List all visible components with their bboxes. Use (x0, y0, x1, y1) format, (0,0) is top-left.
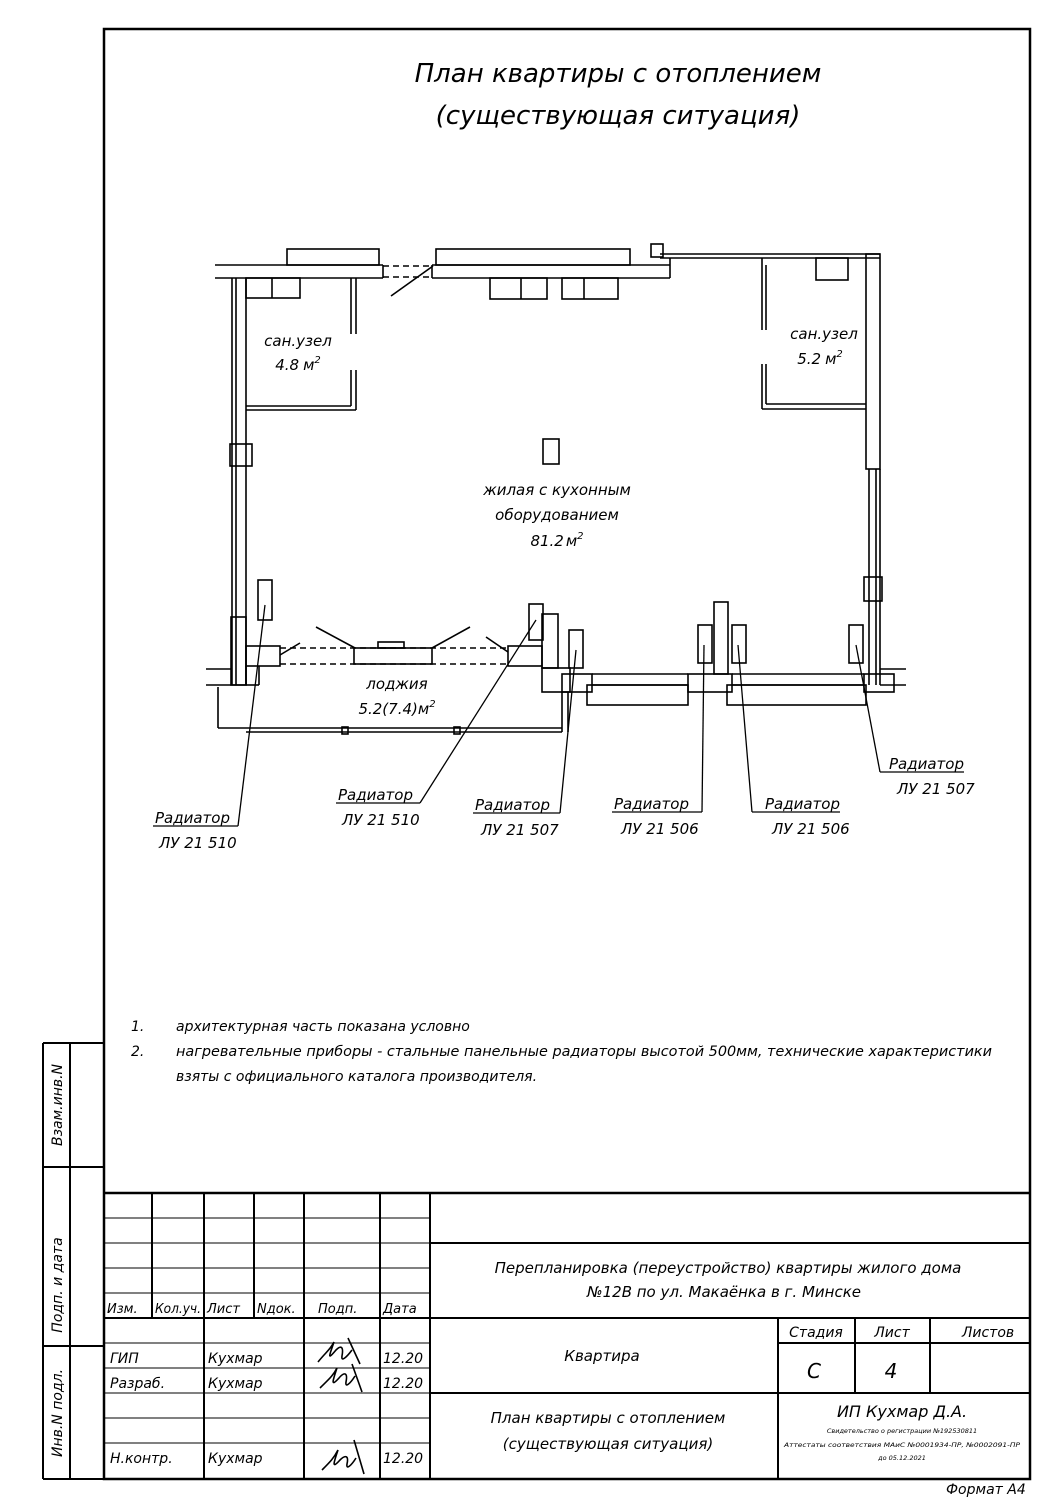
tb-stage-value: С (807, 1359, 821, 1383)
room-area-living: 81.2 $м^2$ (530, 531, 584, 550)
radiator-6 (849, 625, 863, 663)
tb-name-nkontr: Кухмар (208, 1451, 263, 1467)
tb-header-koluch: Кол.уч. (155, 1302, 201, 1317)
room-name-living-2: оборудованием (495, 506, 619, 524)
tb-date-gip: 12.20 (383, 1351, 424, 1367)
tb-role-gip: ГИП (110, 1351, 139, 1367)
radiator-model-4: ЛУ 21 506 (621, 820, 699, 838)
room-name-bathroom-1: сан.узел (264, 332, 332, 350)
room-area-loggia: $5.2(7.4)м^2$ (358, 699, 436, 718)
tb-org-line2: Аттестаты соответствия МАиС №0001934-ПР, №0002091-ПР (782, 1441, 1021, 1449)
radiator-label-1: Радиатор (155, 809, 230, 827)
format-label: Формат А4 (946, 1482, 1026, 1498)
radiator-4 (698, 625, 712, 663)
radiator-3 (569, 630, 583, 668)
radiator-model-3: ЛУ 21 507 (481, 821, 559, 839)
stamp-inv-podl: Инв.N подл. (50, 1368, 66, 1458)
radiator-labels (155, 755, 975, 852)
tb-stage-label: Стадия (789, 1325, 843, 1341)
note-2-number: 2. (131, 1044, 145, 1060)
room-area-bathroom-1: 4.8 $м^2$ (275, 355, 321, 374)
room-name-living: жилая с кухонным (483, 481, 631, 499)
tb-sheet-label: Лист (874, 1325, 910, 1341)
tb-header-izm: Изм. (107, 1302, 138, 1317)
radiator-model-1: ЛУ 21 510 (159, 834, 237, 852)
signatures (318, 1338, 364, 1474)
notes (131, 1019, 992, 1085)
tb-name-gip: Кухмар (208, 1351, 263, 1367)
radiators (258, 580, 863, 668)
tb-name-razrab: Кухмар (208, 1376, 263, 1392)
tb-sheet-title2: (существующая ситуация) (502, 1435, 714, 1453)
note-1-text: архитектурная часть показана условно (176, 1019, 470, 1035)
tb-date-razrab: 12.20 (383, 1376, 424, 1392)
tb-date-nkontr: 12.20 (383, 1451, 424, 1467)
stamp-vzam-inv: Взам.инв.N (50, 1063, 66, 1147)
tb-header-list: Лист (207, 1302, 240, 1317)
room-name-loggia: лоджия (366, 675, 428, 693)
tb-project-line1: Перепланировка (переустройство) квартиры жилого дома (494, 1259, 962, 1277)
tb-project-line2: №12В по ул. Макаёнка в г. Минске (587, 1283, 861, 1301)
drawing-title-line1: План квартиры с отоплением (414, 59, 822, 89)
stamp-podp-data: Подп. и дата (50, 1237, 66, 1333)
radiator-label-4: Радиатор (614, 795, 689, 813)
room-area-bathroom-2: 5.2 $м^2$ (797, 349, 843, 368)
drawing-title-line2: (существующая ситуация) (435, 101, 801, 131)
tb-role-nkontr: Н.контр. (110, 1451, 173, 1467)
radiator-label-2: Радиатор (338, 786, 413, 804)
tb-role-razrab: Разраб. (110, 1376, 166, 1392)
tb-org-line1: Свидетельство о регистрации №192530811 (826, 1427, 978, 1435)
note-2-text: нагревательные приборы - стальные панельные радиаторы высотой 500мм, технические характеристики (176, 1044, 993, 1060)
room-name-bathroom-2: сан.узел (790, 325, 858, 343)
radiator-label-3: Радиатор (475, 796, 550, 814)
radiator-model-5: ЛУ 21 506 (772, 820, 850, 838)
radiator-label-6: Радиатор (889, 755, 964, 773)
tb-header-ndok: Nдок. (257, 1302, 296, 1317)
radiator-1 (258, 580, 272, 620)
radiator-model-6: ЛУ 21 507 (897, 780, 975, 798)
tb-header-data: Дата (383, 1302, 417, 1317)
tb-sheet-value: 4 (884, 1359, 898, 1383)
tb-header-podp: Подп. (318, 1302, 358, 1317)
radiator-2 (529, 604, 543, 640)
note-2-text-continued: взяты с официального каталога производителя. (176, 1069, 538, 1085)
tb-org-line3: до 05.12.2021 (878, 1454, 926, 1462)
radiator-model-2: ЛУ 21 510 (342, 811, 420, 829)
tb-object: Квартира (564, 1347, 640, 1365)
tb-sheet-title1: План квартиры с отоплением (490, 1409, 726, 1427)
tb-sheets-label: Листов (961, 1325, 1015, 1341)
radiator-label-5: Радиатор (765, 795, 840, 813)
note-1-number: 1. (131, 1019, 145, 1035)
tb-org: ИП Кухмар Д.А. (836, 1402, 968, 1421)
